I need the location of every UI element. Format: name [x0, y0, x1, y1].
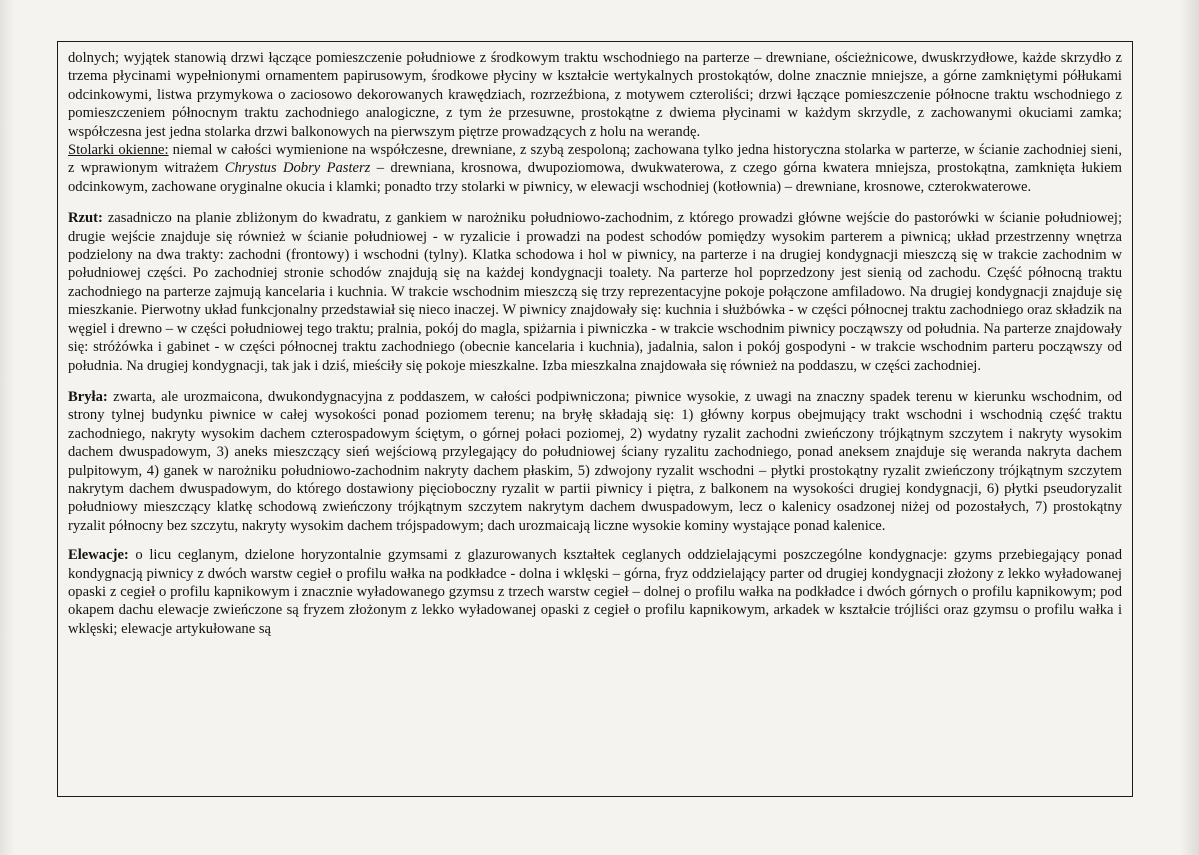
elevations-heading: Elewacje: [68, 547, 129, 564]
doors-text: dolnych; wyjątek stanowią drzwi łączące pomieszczenie południowe z środkowym traktu wschodniego na parterze – drewniane, ościeżnicowe, dwuskrzydłowe, każde skrzydło z trzema płycinami wypełnionymi ornamentem papirusowym, środkowe płyciny w kształcie wertykalnych prostokątów, dolne znacznie mniejsze, a górne zamkniętymi półłukami odcinkowymi, listwa przymykowa o zaciosowo dekorowanych krawędziach, rozrzeźbiona, z motywem czteroliści; drzwi łączące pomieszczenie północne traktu wschodniego z pomieszczeniem północnym traktu zachodniego analogiczne, z tym że przesuwne, prostokątne z dwiema płycinami w każdym skrzydle, z zachowanymi okuciami zamka; współczesna jest jedna stolarka drzwi balkonowych na pierwszym piętrze prowadzących z holu na werandę. [68, 50, 1122, 140]
text-frame [57, 41, 1133, 797]
paragraph-spacer [68, 535, 1122, 546]
windows-text-before: niemal w całości wymienione na współczesne, drewniane, z szybą zespoloną; zachowana tylko jedna historyczna stolarka w parterze, w ścianie zachodniej sieni, z wprawionym witrażem [68, 142, 1122, 177]
paragraph-elevations [68, 546, 1122, 638]
paragraph-spacer [68, 375, 1122, 388]
stained-glass-title: Chrystus Dobry Pasterz [224, 160, 371, 177]
elevations-text: o licu ceglanym, dzielone horyzontalnie gzymsami z glazurowanych kształtek ceglanych oddzielającymi poszczególne kondygnacje: gzyms przebiegający ponad kondygnacją piwnicy z dwóch warstw cegieł o profilu wałka na podkładce - dolna i wklęski – górna, fryz oddzielający parter od drugiej kondygnacji złożony z lekko wyładowanej opaski z cegieł o profilu kapnikowym i znacznie wyładowanego gzymsu z trzech warstw cegieł – dolnej o profilu wałka na podkładce i dwóch górnych o profilu kapnikowym; pod okapem dachu elewacje zwieńczone są fryzem złożonym z lekko wyładowanej opaski z cegieł o profilu kapnikowym, arkadek w kształcie trójliści oraz gzymsu o profilu wałka i wklęski; elewacje artykułowane są [68, 547, 1122, 637]
plan-text: zasadniczo na planie zbliżonym do kwadratu, z gankiem w narożniku południowo-zachodnim, z którego prowadzi główne wejście do pastorówki w ścianie południowej; drugie wejście znajduje się również w ścianie południowej - w ryzalicie i prowadzi na podest schodów pomiędzy wysokim parterem a piwnicą; układ przestrzenny wnętrza podzielony na dwa trakty: zachodni (frontowy) i wschodni (tylny). Klatka schodowa i hol w piwnicy, na parterze i na drugiej kondygnacji mieszczą się w trakcie zachodnim w południowej części. Po zachodniej stronie schodów znajdują się na każdej kondygnacji toalety. Na parterze hol poprzedzony jest sienią od zachodu. Część północną traktu zachodniego na parterze zajmują kancelaria i kuchnia. W trakcie wschodnim mieszczą się trzy reprezentacyjne pokoje połączone amfiladowo. Na drugiej kondygnacji znajduje się mieszkanie. Pierwotny układ funkcjonalny przedstawiał się nieco inaczej. W piwnicy znajdowały się: kuchnia i służbówka - w części północnej traktu zachodniego oraz składzik na węgiel i drewno – w części południowej tego traktu; pralnia, pokój do magla, spiżarnia i piwniczka - w trakcie wschodnim piwnicy począwszy od południa. Na parterze znajdowały się: stróżówka i gabinet - w części północnej traktu zachodniego (obecnie kancelaria i kuchnia), jadalnia, salon i pokój gospodyni - w trakcie wschodnim parteru począwszy od południa. Na drugiej kondygnacji, tak jak i dziś, mieściły się pokoje mieszkalne. Izba mieszkalna znajdowała się również na poddaszu, w części zachodniej. [68, 210, 1122, 374]
windows-heading: Stolarki okienne: [68, 142, 169, 159]
paragraph-plan [68, 209, 1122, 375]
paragraph-mass [68, 388, 1122, 535]
mass-heading: Bryła: [68, 388, 108, 405]
plan-heading: Rzut: [68, 210, 103, 227]
paragraph-doors-continuation [68, 49, 1122, 196]
windows-text-after: – drewniana, krosnowa, dwupoziomowa, dwukwaterowa, z czego górna kwatera mniejsza, prostokątna, zamknięta łukiem odcinkowym, zachowane oryginalne okucia i klamki; ponadto trzy stolarki w piwnicy, w elewacji wschodniej (kotłownia) – drewniane, krosnowe, czterokwaterowe. [68, 160, 1122, 195]
paragraph-spacer [68, 196, 1122, 209]
mass-text: zwarta, ale urozmaicona, dwukondygnacyjna z poddaszem, w całości podpiwniczona; piwnice wysokie, z uwagi na znaczny spadek terenu w kierunku wschodnim, od strony tylnej budynku piwnice w całej wysokości ponad poziomem terenu; na bryłę składają się: 1) główny korpus obejmujący trakt wschodni i wschodnią część traktu zachodniego, nakryty wysokim dachem czterospadowym ściętym, o górnej połaci poziomej, 2) wydatny ryzalit zachodni zwieńczony trójkątnym szczytem i nakryty wysokim dachem dwuspadowym, 3) aneks mieszczący sień wejściową przylegający do południowej ściany ryzalitu zachodniego, ponad aneksem znajduje się weranda nakryta dachem pulpitowym, 4) ganek w narożniku południowo-zachodnim nakryty dachem płaskim, 5) zdwojony ryzalit wschodni – płytki prostokątny ryzalit zwieńczony trójkątnym szczytem nakrytym dachem dwuspadowym, do którego dostawiony pięcioboczny ryzalit w partii piwnicy i piętra, z balkonem na wysokości drugiej kondygnacji, 6) płytki pseudoryzalit południowy mieszczący klatkę schodową zwieńczony trójkątnym szczytem nakrytym dachem dwuspadowym, lecz o kalenicy osadzonej niżej od pozostałych, 7) prostokątny ryzalit północny bez szczytu, nakryty wysokim dachem trójspadowym; dach urozmaicają liczne wysokie kominy wystające ponad kalenice. [68, 388, 1122, 534]
